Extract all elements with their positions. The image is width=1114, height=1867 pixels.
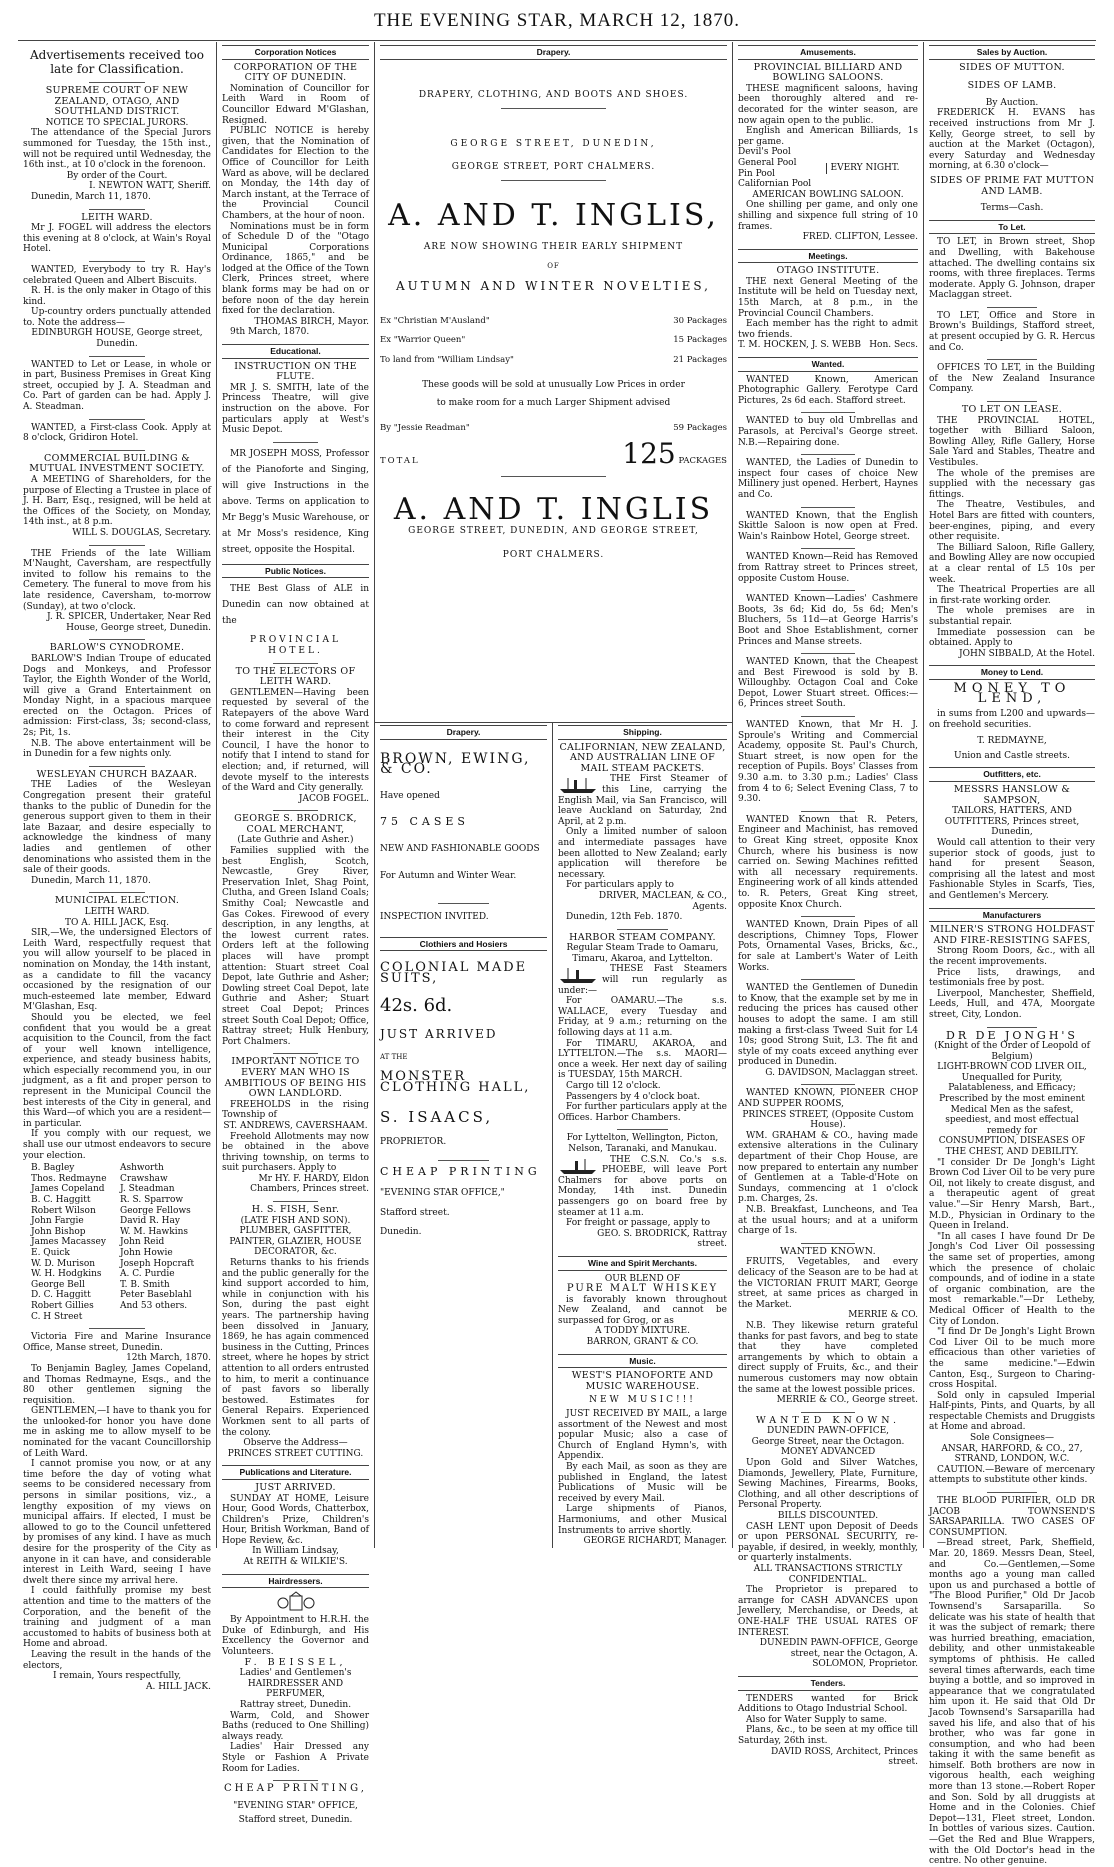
wanted-ad: WANTED Known, that the Cheapest and Best Firewood is sold by B. Willoughby. Octagon Coal and Coke Depot, Lower Stuart street. Offices:—6, Princes street South. [738,657,918,710]
bazaar-notice: WESLEYAN CHURCH BAZAAR. THE Ladies of the Wesleyan Congregation present their grateful thanks to the public of Dunedin for the generous support given to them in their late Bazaar, and desire especially to acknowledge the kindness of many ladies and gentlemen of other denominations who assisted them in the sale of their goods. Dunedin, March 11, 1870. [23,768,211,886]
ship-row: Ex "Warrior Queen" 15 Packages [380,335,727,346]
section-shipping: Shipping. [558,725,727,740]
stafford-street: Stafford street. [380,1207,450,1218]
firm-name: A. AND T. INGLIS, [388,198,719,234]
cases-text: 75 CASES [380,815,469,829]
address-2: GEORGE STREET, PORT CHALMERS. [451,161,656,172]
hay-biscuits-ad: WANTED, Everybody to try R. Hay's celebrated Queen and Albert Biscuits. R. H. is the only maker in Otago of this kind. Up-country orders punctually attended to. Note the address— EDINBURGH HOUSE, George street, Dunedin. [23,264,211,350]
fish-ad: H. S. FISH, Senr. (LATE FISH AND SON). PLUMBER, GASFITTER, PAINTER, GLAZIER, HOUSE DECORATOR, &c. Returns thanks to his friends and the public generally for the kind support accorded to him, while in conjunction with his Son, during the past eight years. The partnership having been dissolved in January, 1869, he has again commenced business in the Cutting, Princes street, where he hopes by strict attention to all orders entrusted to him, to merit a continuance of past favors so liberally bestowed. Estimates for General Repairs. Experienced Workmen sent to all parts of the colony. Observe the Address— PRINCES STREET CUTTING. [222,1204,369,1459]
section-drapery-2: Drapery. [380,725,547,740]
sold-line-1: These goods will be sold at unusually Low Prices in order [422,379,685,390]
address-1: GEORGE STREET, DUNEDIN, [450,139,657,150]
masthead-rule [18,40,1096,41]
csn-phoebe-ad: For Lyttelton, Wellington, Picton, Nelson, Taranaki, and Manukau. THE C.S.N. Co.'s s.s. PHOEBE, will leave Port Chalmers for above ports on Monday, 14th inst. Dunedin passengers go on board free by steamer at 11 a.m. For freight or passage, apply to GEO. S. BRODRICK, Rattray street. [558,1133,727,1250]
column-4 [733,42,923,1768]
section-outfitters: Outfitters, etc. [929,767,1095,782]
wanted-ad: WANTED Known, that Mr H. J. Sproule's Writing and Commercial Academy, opposite St. Paul's Church, Stuart street, is now open for the reception of Pupils. Boys' Classes from 9.30 a.m. to 3.30 p.m.; Ladies' Class from 4 to 6; Select Evening Class, 7 to 9.30. [738,720,918,805]
wanted-ad: WANTED, the Ladies of Dunedin to inspect four cases of choice New Millinery just opened. Herbert, Haynes and Co. [738,458,918,500]
signers-list: B. Bagley Thos. Redmayne James Copeland B. C. Haggitt Robert Wilson John Fargie John Bishop James Macassey E. Quick W. D. Murison W. H. Hodgkins George Bell D. C. Haggitt Robert Gillies C. H Street Ashworth Crawshaw J. Steadman R. S. Sparrow George Fellows David R. Hay W. M. Hawkins John Reid John Howie Joseph Hopcraft A. C. Purdie T. B. Smith Peter Baseblahl And 53 others. [31,1163,195,1322]
blood-purifier-ad: THE BLOOD PURIFIER, OLD DR JACOB TOWNSEND'S SARSAPARILLA. TWO CASES OF CONSUMPTION. —Bread street, Park, Sheffield, Mar. 20, 1869. Messrs Dean, Steel, and Co.—Gentlemen,—Some months ago a young man called upon us and purchased a bottle of "The Blood Purifier," Old Dr Jacob Townsend's Sarsaparilla. So delicate was his state of health that it was the subject of remark; there was hurried breathing, emaciation, debility, and other unmistakeable symptoms of phthisis. He called several times afterwards, each time buying a bottle, and so improved in appearance that we congratulated him upon it. He said that Old Dr Jacob Townsend's Sarsaparilla had saved his life, and also that of his brother, who was far gone in consumption, and who had been taking it with the same benefit as himself. Both brothers are now in vigorous health, each weighing more than 13 stone.—Robert Roper and Son. Sold by all druggists at Home and in the Colonies. Chief Depot—131, Fleet street, London. In bottles of various sizes. Caution.—Get the Red and Blue Wrappers, with the Old Doctor's head in the centre. No other genuine. [929,1496,1095,1867]
section-public-notices: Public Notices. [222,564,369,579]
billiard-ad: PROVINCIAL BILLIARD AND BOWLING SALOONS. THESE magnificent saloons, having been thoroughly altered and re-decorated for the winter season, are now again open to the public. English and American Billiards, 1s per game. Devil's Pool General Pool Pin Pool Californian Pool EVERY NIGHT. AMERICAN BOWLING SALOON. One shilling per game, and only one shilling and sixpence full string of 10 frames. FRED. CLIFTON, Lessee. [738,61,918,243]
firm-name-2: A. AND T. INGLIS [393,491,714,527]
fogel-notice: LEITH WARD. Mr J. FOGEL will address the electors this evening at 8 o'clock, at Wain's Royal Hotel. [23,211,211,255]
total-row: TOTAL 125 PACKAGES [380,437,727,471]
electors-notice: TO THE ELECTORS OF LEITH WARD. GENTLEMEN—Having been requested by several of the Ratepayers of the above Ward to come forward and represent their interest in the City Council, I have the honor to notify that I intend to stand for election; and, if returned, will devote myself to the interests of the Ward and City generally. JACOB FOGEL. [222,665,369,804]
section-manufacturers: Manufacturers [929,908,1095,923]
at-the: AT THE [380,1052,408,1061]
column-3a [375,722,552,1548]
lease-ad: TO LET ON LEASE. THE PROVINCIAL HOTEL, together with Billiard Saloon, Bowling Alley, Rifle Gallery, Horse Sale Yard and Stables, Theatre and Vestibules. The whole of the premises are supplied with the necessary gas fittings. The Theatre, Vestibules, and Hotel Bars are fitted with counters, beer-engines, piping, and every other requisite. The Billiard Saloon, Rifle Gallery, and Bowling Alley are now occupied at a clear rental of L5 10s per week. The Theatrical Properties are all in first-rate working order. The whole premises are in substantial repair. Immediate possession can be obtained. Apply to JOHN SIBBALD, At the Hotel. [929,404,1095,659]
section-to-let: To Let. [929,220,1095,235]
reply-letter: Victoria Fire and Marine Insurance Office, Manse street, Dunedin. 12th March, 1870. To Benjamin Bagley, James Copeland, and Thomas Redmayne, Esqs., and the 80 other gentlemen signing the requisition. GENTLEMEN,—I have to thank you for the unlooked-for honor you have done me in asking me to allow myself to be nominated for the vacant Councillorship of Leith Ward. I cannot promise you now, or at any time before the day of voting what seems to be considered necessary from persons in similar positions, viz., a lengthy exposition of my views on municipal affairs. If elected, I must be allowed to go to the Council unfettered by promises of any kind. I have as much desire for the prosperity of the City as anyone in it can have, and considerable interest in Leith Ward, seeing I have dwelt there since my arrival here. I could faithfully promise my best attention and time to the matters of the Corporation, and the benefit of the training and judgment of a man accustomed to habits of business both at Home and abroad. Leaving the result in the hands of the electors, I remain, Yours respectfully, A. HILL JACK. [23,1332,211,1692]
showing-text: ARE NOW SHOWING THEIR EARLY SHIPMENT [423,241,684,252]
flute-ad: INSTRUCTION ON THE FLUTE. MR J. S. SMITH, late of the Princess Theatre, will give instruction on the above. For particulars apply at West's Music Depot. [222,360,369,436]
municipal-election: MUNICIPAL ELECTION. LEITH WARD. TO A. HILL JACK, Esq. SIR,—We, the undersigned Electors of Leith Ward, respectfully request that you will allow yourself to be placed in nomination on Monday, the 14th instant, as a candidate to fill the vacancy occasioned by the resignation of our much-esteemed late member, Edward M'Glashan, Esq. Should you be elected, we feel confident that you would be a great acquisition to the Council, from the fact of your well known intelligence, experience, and steady business habits, which especially recommend you, in our judgment, as a fit and proper person to represent in the Municipal Council the best interests of the City in general, and this Ward—of which you are a resident—in particular. If you comply with our request, we shall use our utmost endeavors to secure your election. B. Bagley Thos. Redmayne James Copeland B. C. Haggitt Robert Wilson John Fargie John Bishop James Macassey E. Quick W. D. Murison W. H. Hodgkins George Bell D. C. Haggitt Robert Gillies C. H Street Ashworth Crawshaw J. Steadman R. S. Sparrow George Fellows David R. Hay W. M. Hawkins John Reid John Howie Joseph Hopcraft A. C. Purdie T. B. Smith Peter Baseblahl And 53 others. [23,895,212,1322]
jessie-row: By "Jessie Readman" 59 Packages [380,422,727,433]
society-notice: COMMERCIAL BUILDING & MUTUAL INVESTMENT SOCIETY. A MEETING of Shareholders, for the purpose of Electing a Trustee in place of J. H. Barr, Esq., resigned, will be held at the Offices of the Society, on Monday, 14th inst., at 8 p.m. WILL S. DOUGLAS, Secretary. [23,452,211,538]
inspection-text: INSPECTION INVITED. [380,912,489,923]
wanted-ad: WANTED Known—Reid has Removed from Rattray street to Princes street, opposite Custom House. [738,552,918,584]
auction-ad: SIDES OF MUTTON. SIDES OF LAMB. By Auction. FREDERICK H. EVANS has received instructions from Mr J. Kelly, George street, to sell by auction at the Market (Octagon), every Saturday and Wednesday morning, at 6.30 o'clock— SIDES OF PRIME FAT MUTTON AND LAMB. Terms—Cash. [929,61,1095,214]
of-text: OF [547,261,560,270]
colonial-suits: COLONIAL MADE SUITS, [380,960,528,986]
steamship-icon [558,966,598,984]
printing-ad: CHEAP PRINTING, "EVENING STAR" OFFICE, Stafford street, Dunedin. [224,1783,367,1826]
brown-ewing-heading: BROWN, EWING, & CO. [380,750,531,778]
to-let-ad: TO LET, in Brown street, Shop and Dwelling, with Bakehouse attached. The dwelling contains six rooms, with three fireplaces. Terms moderate. Apply G. Johnson, draper Maclaggan street. [929,237,1095,301]
column-1 [18,42,216,1692]
ship-row: To land from "William Lindsay" 21 Packages [380,354,727,365]
address-3: GEORGE STREET, DUNEDIN, AND GEORGE STREET, [408,525,699,536]
drapery-heading: DRAPERY, CLOTHING, AND BOOTS AND SHOES. [418,89,689,100]
evening-star-office: "EVENING STAR OFFICE," [380,1188,505,1199]
just-arrived: JUST ARRIVED [380,1027,498,1042]
wanted-ad: WANTED Known—Ladies' Cashmere Boots, 3s 6d; Kid do, 5s 6d; Men's Bluchers, 5s 11d—at George Harris's Boot and Shoe Establishment, corner Princes and Manse streets. [738,594,918,647]
cheap-printing: CHEAP PRINTING [380,1164,541,1178]
sold-line-2: to make room for a much Larger Shipment advised [436,398,671,409]
for-text: For Autumn and Winter Wear. [380,870,517,881]
wanted-ad: WANTED Known, Drain Pipes of all descriptions, Chimney Tops, Flower Pots, Ornamental Vases, Bricks, &c., for sale at Lambert's Water of Leith Works. [738,920,918,973]
barlow-ad: BARLOW'S CYNODROME. BARLOW'S Indian Troupe of educated Dogs and Monkeys, and Professor Taylor, the Eighth Wonder of the World, will give a Grand Entertainment on Monday Night, in a spacious marquee erected on the Octagon. Prices of admission: First-class, 3s; second-class, 2s; Pit, 1s. N.B. The above entertainment will be in Dunedin for a few nights only. [23,642,211,760]
section-publications: Publications and Literature. [222,1465,369,1480]
section-clothiers: Clothiers and Hosiers [380,937,547,952]
suit-price: 42s. 6d. [380,994,453,1016]
proprietor-text: PROPRIETOR. [380,1137,447,1148]
music-ad: WEST'S PIANOFORTE AND MUSIC WAREHOUSE. NEW MUSIC!!! JUST RECEIVED BY MAIL, a large assortment of the Newest and most popular Music; also a case of Church of England Hymn's, with Appendix. By each Mail, as soon as they are published in England, the latest Publications of Music will be received by every Mail. Large shipments of Pianos, Harmoniums, and other Musical Instruments to arrive shortly. GEORGE RICHARDT, Manager. [558,1370,727,1547]
steamship-icon [558,776,598,794]
ship-row: Ex "Christian M'Ausland" 30 Packages [380,315,727,326]
ale-ad: THE Best Glass of ALE in Dunedin can now obtained at the PROVINCIAL HOTEL. [222,584,369,656]
section-amusements: Amusements. [738,45,918,60]
section-auction: Sales by Auction. [929,45,1095,60]
column-2 [217,42,374,1826]
isaacs-name: S. ISAACS, [380,1107,494,1126]
harbor-steam-ad: HARBOR STEAM COMPANY. Regular Steam Trade to Oamaru, Timaru, Akaroa, and Lyttelton. THESE Fast Steamers will run regularly as under:— For OAMARU.—The s.s. WALLACE, every Tuesday and Friday, at 9 a.m.; returning on the following days at 11 a.m. For TIMARU, AKAROA, and LYTTELTON.—The s.s. MAORI—once a week. Her next day of sailing is TUESDAY, 15th MARCH. Cargo till 12 o'clock. Passengers by 4 o'clock boat. For further particulars apply at the Offices. Harbor Chambers. [558,931,727,1123]
wanted-ad: WANTED Known, American Photographic Gallery. Ferotype Card Pictures, 2s 6d each. Stafford street. [738,374,918,406]
novelties-heading: AUTUMN AND WINTER NOVELTIES, [396,279,711,294]
brodrick-ad: GEORGE S. BRODRICK, COAL MERCHANT, (Late Guthrie and Asher.) Families supplied with the best English, Scotch, Newcastle, Grey River, Preservation Inlet, Shag Point, Clutha, and Green Island Coals; Smithy Coal; Newcastle and Gas Cokes. Firewood of every description, in any lengths, at the lowest current rates. Orders left at the following places will have prompt attention: Stuart street Coal Depot, late Guthrie and Asher; Dowling street Coal Depot, late Guthrie and Asher; Stuart street Coal Depot; Princes street South Coal Depot; Office, Rattray street; Hulk Henbury, Port Chalmers. [222,813,369,1047]
dunedin-text: Dunedin. [380,1227,422,1238]
corporation-notice: CORPORATION OF THE CITY OF DUNEDIN. Nomination of Councillor for Leith Ward in Room of Councillor Edward M'Glashan, Resigned. PUBLIC NOTICE is hereby given, that the Nomination of Candidates for Election to the Office of Councillor for Leith Ward as above, will be declared on Monday, the 14th day of March instant, at the Terrace of the Provincial Council Chambers, at the hour of noon. Nominations must be in form of Schedule D of the "Otago Municipal Corporations Ordinance, 1865," and be lodged at the Office of the Town Clerk, Princes street, where blank forms may be had on or before noon of the day herein fixed for the declaration. THOMAS BIRCH, Mayor. 9th March, 1870. [222,61,369,338]
sunday-ad: JUST ARRIVED. SUNDAY AT HOME, Leisure Hour, Good Words, Chatterbox, Children's Prize, Children's Hour, British Workman, Band of Hope Review, &c. In William Lindsay, At REITH & WILKIE'S. [222,1481,369,1568]
have-opened: Have opened [380,790,440,801]
address-4: PORT CHALMERS. [502,550,605,561]
section-educational: Educational. [222,344,369,359]
section-wine: Wine and Spirit Merchants. [558,1256,727,1271]
to-let-ad: OFFICES TO LET, in the Building of the New Zealand Insurance Company. [929,363,1095,395]
section-hairdressers: Hairdressers. [222,1574,369,1589]
steamship-icon [558,1157,598,1175]
funeral-notice: THE Friends of the late William M'Naught, Caversham, are respectfully invited to follow his remains to the Cemetery. The funeral to move from his late residence, Caversham, to-morrow (Sunday), at two o'clock. J. R. SPICER, Undertaker, Near Red House, George street, Dunedin. [23,548,211,633]
section-meetings: Meetings. [738,249,918,264]
section-music: Music. [558,1354,727,1369]
column-3b [553,722,732,1548]
otago-institute-notice: OTAGO INSTITUTE. THE next General Meeting of the Institute will be held on Tuesday next, 15th March, at 8 p.m., in the Provincial Council Chambers. Each member has the right to admit two friends. T. M. HOCKEN, J. S. WEBB Hon. Secs. [738,265,918,351]
section-corporation: Corporation Notices [222,45,369,60]
wanted-ad: WANTED Known, that the English Skittle Saloon is now open at Fred. Wain's Rainbow Hotel, George street. [738,510,918,542]
cook-ad: WANTED, a First-class Cook. Apply at 8 o'clock, Gridiron Hotel. [23,422,211,444]
whiskey-ad: OUR BLEND OF PURE MALT WHISKEY is favorably known throughout New Zealand, and cannot be surpassed for Grog, or as A TODDY MIXTURE. BARRON, GRANT & CO. [558,1273,727,1348]
column-5 [924,42,1100,1867]
to-let-ad: TO LET, Office and Store in Brown's Buildings, Stafford street, at present occupied by G. R. Hercus and Co. [929,310,1095,353]
court-notice: SUPREME COURT OF NEW ZEALAND, OTAGO, AND SOUTHLAND DISTRICT. NOTICE TO SPECIAL JURORS. The attendance of the Special Jurors summoned for Tuesday, the 15th inst., will not be required until Wednesday, the 16th inst., at 10 o'clock in the forenoon. By order of the Court. I. NEWTON WATT, Sheriff. Dunedin, March 11, 1870. [23,85,211,202]
hanslow-ad: MESSRS HANSLOW & SAMPSON, TAILORS, HATTERS, AND OUTFITTERS, Princes street, Dunedin, Would call attention to their very superior stock of goods, just to hand for present Season, comprising all the latest and most Fashionable Styles in Scarfs, Ties, and Gentlemen's Mercery. [929,784,1095,901]
de-jongh-ad: DR DE JONGH'S (Knight of the Order of Leopold of Belgium) LIGHT-BROWN COD LIVER OIL, Unequalled for Purity, Palatableness, and Efficacy; Prescribed by the most eminent Medical Men as the safest, speediest, and most effectual remedy for CONSUMPTION, DISEASES OF THE CHEST, AND DEBILITY. "I consider Dr De Jongh's Light Brown Cod Liver Oil to be very pure Oil, not likely to create disgust, and a therapeutic agent of great value."—Sir Henry Marsh, Bart., M.D., Physician in Ordinary to the Queen in Ireland. "In all cases I have found Dr De Jongh's Cod Liver Oil possessing the same set of properties, among which the presence of cholaic compounds, and of iodine in a state of organic combination, are the most remarkable."—Dr Letheby, Medical Officer of Health to the City of London. "I find Dr De Jongh's Light Brown Cod Liver Oil to be much more efficacious than other varieties of the same medicine."—Edwin Canton, Esq., Surgeon to Charing-cross Hospital. Sold only in capsuled Imperial Half-pints, Pints, and Quarts, by all respectable Chemists and Druggists at Home and abroad. Sole Consignees— ANSAR, HARFORD, & CO., 27, STRAND, LONDON, W.C. CAUTION.—Beware of mercenary attempts to substitute other kinds. [929,1028,1095,1486]
fruit-ad: WANTED KNOWN. FRUITS, Vegetables, and every delicacy of the Season are to be had at the VICTORIAN FRUIT MART, George street, at same prices as charged in the Market. MERRIE & CO. N.B. They likewise return grateful thanks for past favors, and beg to state that they have completed arrangements by which to obtain a direct supply of Fruits, &c., and their numerous customers may now obtain the same at the lowest possible prices. MERRIE & CO., George street. [738,1245,918,1406]
royal-crest-icon [271,1591,321,1613]
masthead: THE EVENING STAR, MARCH 12, 1870. [373,10,741,31]
wanted-ad: WANTED Known that R. Peters, Engineer and Machinist, has removed to Great King street, opposite Knox Church, where his business is now carried on. Sewing Machines refitted with all necessary requirements. Engineering work of all kinds attended to. R. Peters, Great King street, opposite Knox Church. [738,814,918,910]
goods-text: NEW AND FASHIONABLE GOODS [380,843,540,854]
section-money: Money to Lend. [929,665,1095,680]
column-3-top [375,42,732,722]
section-wanted: Wanted. [738,357,918,372]
hairdresser-ad: By Appointment to H.R.H. the Duke of Edinburgh, and His Excellency the Governor and Volunteers. F. BEISSEL, Ladies' and Gentlemen's HAIRDRESSER AND PERFUMER, Rattray street, Dunedin. Warm, Cold, and Shower Baths (reduced to One Shilling) always ready. Ladies' Hair Dressed any Style or Fashion A Private Room for Ladies. [222,1591,369,1774]
moss-ad: MR JOSEPH MOSS, Professor of the Pianoforte and Singing, will give Instructions in the above. Terms on application to Mr Begg's Music Warehouse, or at Mr Moss's residence, King street, opposite the Hospital. [222,448,369,555]
steadman-ad: WANTED to Let or Lease, in whole or in part, Business Premises in Great King street, occupied by J. A. Steadman and Co. Part of garden can be had. Apply J. A. Steadman. [23,359,211,413]
freehold-ad: IMPORTANT NOTICE TO EVERY MAN WHO IS AMBITIOUS OF BEING HIS OWN LANDLORD. FREEHOLDS in the rising Township of ST. ANDREWS, CAVERSHAAM. Freehold Allotments may now be obtained in the above thriving township, on terms to suit purchasers. Apply to Mr HY. F. HARDY, Eldon Chambers, Princes street. [222,1056,369,1195]
pawn-office-ad: WANTED KNOWN. DUNEDIN PAWN-OFFICE, George Street, near the Octagon. MONEY ADVANCED Upon Gold and Silver Watches, Diamonds, Jewellery, Plate, Furniture, Sewing Machines, Firearms, Books, Clothing, and all other descriptions of Personal Property. BILLS DISCOUNTED. CASH LENT upon Deposit of Deeds or upon PERSONAL SECURITY, re-payable, if desired, in weekly, monthly, or quarterly instalments. ALL TRANSACTIONS STRICTLY CONFIDENTIAL. The Proprietor is prepared to arrange for CASH ADVANCES upon Jewellery, Merchandise, or Deeds, at ONE-HALF THE USUAL RATES OF INTEREST. DUNEDIN PAWN-OFFICE, George street, near the Octagon, A. SOLOMON, Proprietor. [738,1414,918,1670]
late-advertisements-heading: Advertisements received too late for Classification. [29,48,205,76]
milner-ad: MILNER'S STRONG HOLDFAST AND FIRE-RESISTING SAFES, Strong Room Doors, &c., with all the recent improvements. Price lists, drawings, and testimonials free by post. Liverpool, Manchester, Sheffield, Leeds, Hull, and 47A, Moorgate street, City, London. [929,924,1095,1020]
section-tenders: Tenders. [738,1676,918,1691]
pioneer-chop-ad: WANTED KNOWN, PIONEER CHOP AND SUPPER ROOMS, PRINCES STREET, (Opposite Custom House). WM. GRAHAM & CO., having made extensive alterations in the Culinary department of their Chop House, are now prepared to entertain any number of Gentlemen at a Table-d'Hote on Sundays, commencing at 1 o'clock p.m. Charges, 2s. N.B. Breakfast, Luncheons, and Tea at the usual hours; and at a uniform charge of 1s. [738,1088,918,1237]
money-ad: MONEY TO LEND, in sums from L200 and upwards—on freehold securities. T. REDMAYNE, Union and Castle streets. [929,680,1095,761]
tenders-ad: TENDERS wanted for Brick Additions to Otago Industrial School. Also for Water Supply to same. Plans, &c., to be seen at my office till Saturday, 26th inst. DAVID ROSS, Architect, Princes street. [738,1693,918,1768]
monster-hall: MONSTER CLOTHING HALL, [380,1069,531,1095]
californian-line-ad: CALIFORNIAN, NEW ZEALAND, AND AUSTRALIAN LINE OF MAIL STEAM PACKETS. THE First Steamer of this Line, carrying the English Mail, via San Francisco, will leave Auckland on Saturday, 2nd April, at 2 p.m. Only a limited number of saloon and intermediate passages have been allotted to New Zealand; early application will therefore be necessary. For particulars apply to DRIVER, MACLEAN, & CO., Agents. Dunedin, 12th Feb. 1870. [558,741,727,923]
wanted-ad: WANTED to buy old Umbrellas and Parasols, at Percival's George street. N.B.—Repairing done. [738,416,918,448]
section-drapery: Drapery. [380,45,727,60]
wanted-ad: WANTED the Gentlemen of Dunedin to Know, that the example set by me in reducing the prices has caused other houses to adopt the same. I am still making a first-class Tweed Suit for L4 10s; good Strong Suit, L3. The fit and style of my coats exceed anything ever produced in Dunedin. G. DAVIDSON, Maclaggan street. [738,983,918,1078]
